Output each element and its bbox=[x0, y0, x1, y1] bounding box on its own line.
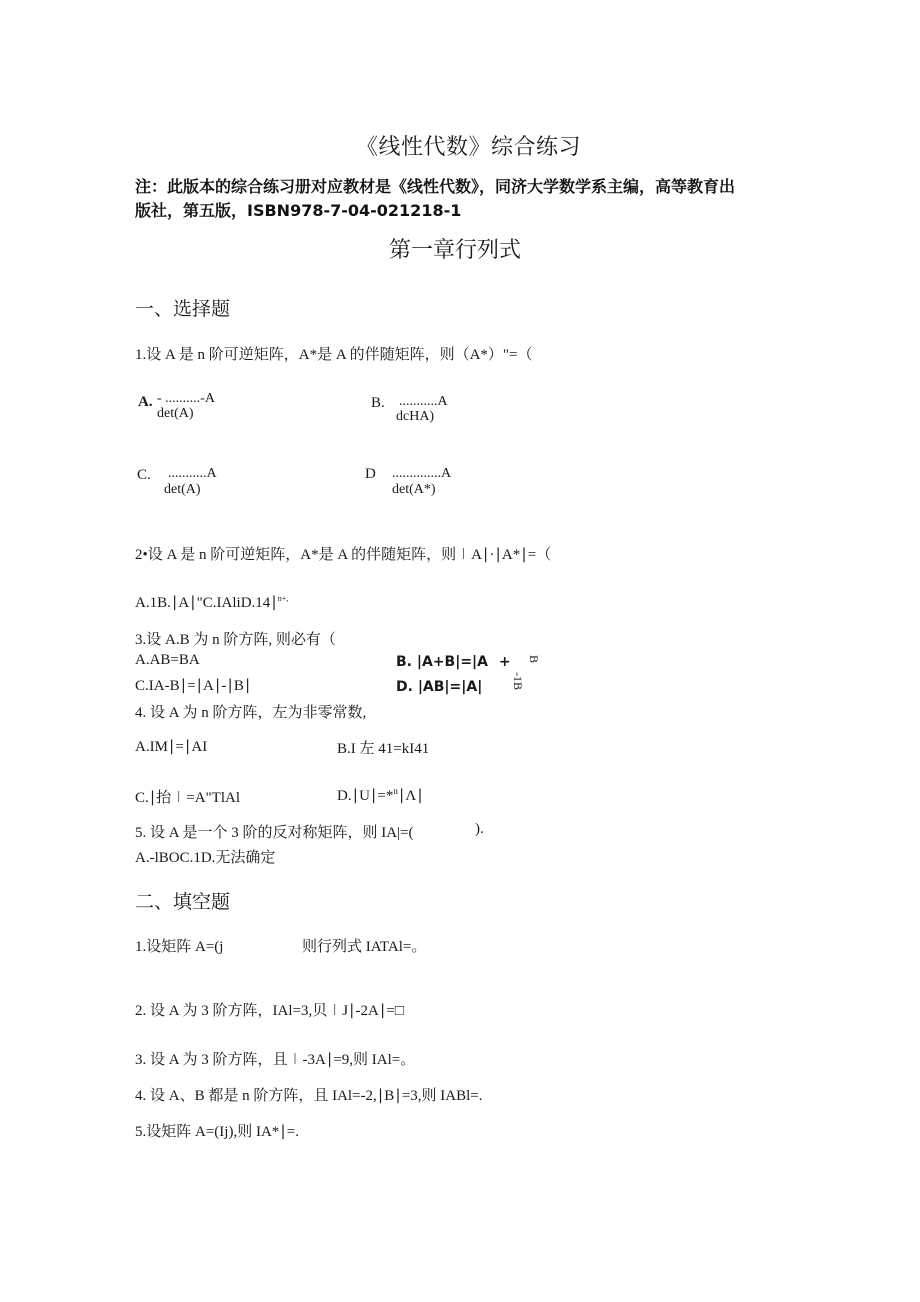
question-4-option-d-text: D.∣U∣=* bbox=[337, 788, 394, 804]
option-numerator: - ..........-A bbox=[157, 391, 215, 406]
fill-question-3: 3. 设 A 为 3 阶方阵，且∣-3A∣=9,则 IAl=。 bbox=[135, 1052, 416, 1068]
question-5-options: A.-lBOC.1D.无法确定 bbox=[135, 850, 276, 866]
option-label: D bbox=[365, 466, 376, 482]
option-label: A. bbox=[138, 394, 153, 410]
question-3-option-b-tail: + bbox=[498, 654, 511, 670]
section-heading-fill: 二、填空题 bbox=[135, 891, 231, 913]
option-denominator: det(A*) bbox=[392, 482, 436, 497]
option-numerator: ...........A bbox=[399, 394, 448, 409]
question-4-option-c: C.∣抬∣=A"TlAl bbox=[135, 790, 241, 806]
question-4-option-d bbox=[337, 786, 424, 805]
option-denominator: dcHA) bbox=[396, 409, 435, 424]
option-label: B. bbox=[371, 395, 385, 411]
page-title: 《线性代数》综合练习 bbox=[356, 135, 582, 160]
question-4-option-d-sup: n bbox=[393, 786, 398, 796]
question-2-stem: 2•设 A 是 n 阶可逆矩阵，A*是 A 的伴随矩阵，则∣A∣·∣A*∣=（ bbox=[135, 547, 552, 563]
question-4-option-d-tail: ∣Λ∣ bbox=[397, 788, 424, 804]
question-3-option-d: D. |AB|=|A| bbox=[396, 679, 483, 695]
question-3-option-b-text: B. |A+B|=|A bbox=[396, 654, 489, 670]
question-3-option-a: A.AB=BA bbox=[135, 652, 200, 668]
question-4-option-a: A.IM∣=∣AI bbox=[135, 739, 208, 755]
fill-question-4: 4. 设 A、B 都是 n 阶方阵，且 IAl=-2,∣B∣=3,则 IABl=. bbox=[135, 1088, 483, 1104]
chapter-title: 第一章行列式 bbox=[389, 238, 522, 263]
option-numerator: ..............A bbox=[392, 466, 452, 481]
question-3-stem: 3.设 A.B 为 n 阶方阵, 则必有（ bbox=[135, 632, 336, 648]
option-denominator: det(A) bbox=[157, 406, 194, 421]
section-heading-choice: 一、选择题 bbox=[135, 298, 231, 320]
question-1-stem: 1.设 A 是 n 阶可逆矩阵，A*是 A 的伴随矩阵，则（A*）"=（ bbox=[135, 347, 533, 363]
question-4-option-b: B.I 左 41=kI41 bbox=[337, 741, 430, 757]
option-label: C. bbox=[137, 467, 151, 483]
option-denominator: det(A) bbox=[164, 482, 201, 497]
question-3-option-b bbox=[396, 654, 511, 670]
fill-question-1b: 则行列式 IATAl=。 bbox=[302, 939, 427, 955]
fill-question-5: 5.设矩阵 A=(Ij),则 IA*∣=. bbox=[135, 1124, 299, 1140]
question-3-option-c: C.IA-B∣=∣A∣-∣B∣ bbox=[135, 678, 252, 694]
note-line-2: 版社，第五版，ISBN978-7-04-021218-1 bbox=[135, 201, 462, 220]
question-2-options bbox=[135, 593, 288, 612]
question-3-side-text-1: B bbox=[527, 655, 541, 664]
fill-question-2: 2. 设 A 为 3 阶方阵，IAl=3,贝∣J∣-2A∣=□ bbox=[135, 1003, 404, 1019]
fill-question-1a: 1.设矩阵 A=(j bbox=[135, 939, 224, 955]
question-5-stem-end: ). bbox=[475, 821, 484, 837]
option-numerator: ...........A bbox=[168, 466, 217, 481]
question-2-options-text: A.1B.∣A∣"C.IAliD.14∣ bbox=[135, 595, 278, 611]
question-5-stem: 5. 设 A 是一个 3 阶的反对称矩阵，则 IA|=( bbox=[135, 825, 414, 841]
note-line-1: 注：此版本的综合练习册对应教材是《线性代数》，同济大学数学系主编，高等教育出 bbox=[135, 177, 736, 196]
question-2-options-sup: n+, bbox=[277, 594, 289, 603]
question-4-stem: 4. 设 A 为 n 阶方阵，左为非零常数, bbox=[135, 705, 367, 721]
question-3-side-text-2: -1B bbox=[511, 672, 525, 690]
